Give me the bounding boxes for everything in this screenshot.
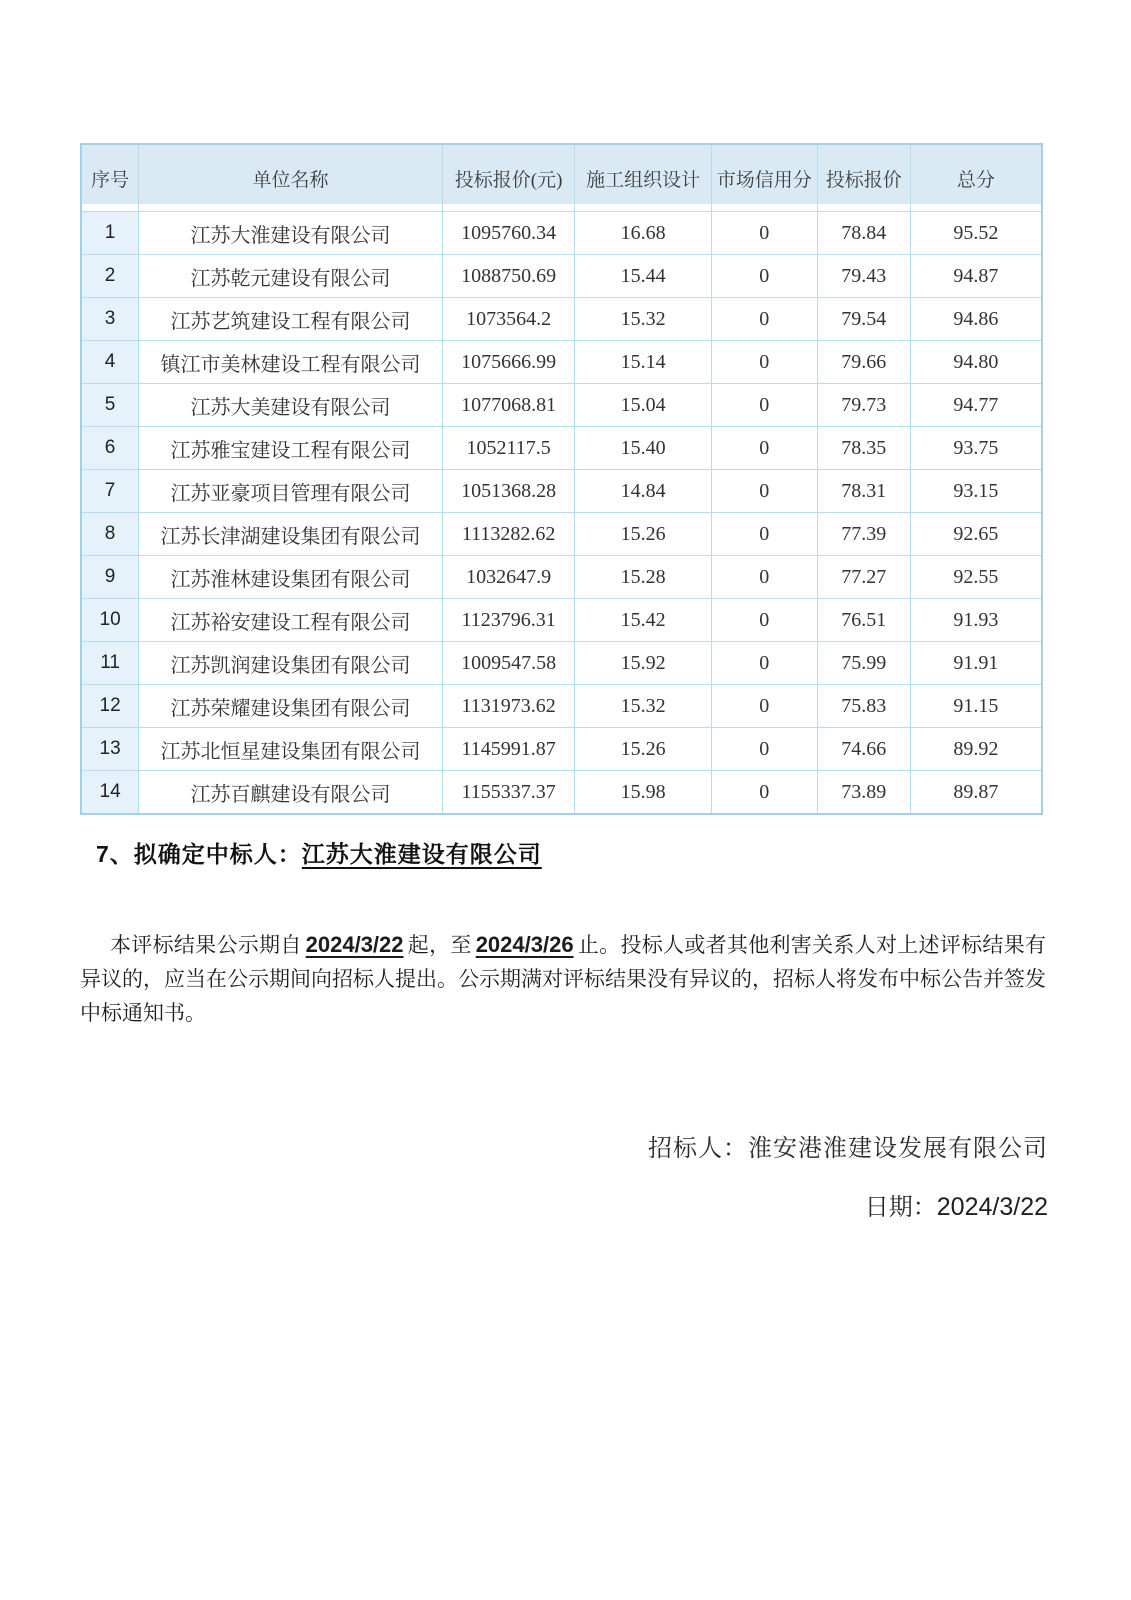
price_score-cell: 79.73: [817, 384, 910, 427]
construction_design-cell: 15.40: [575, 427, 711, 470]
total_score-cell: 94.80: [910, 341, 1042, 384]
company-cell: 江苏荣耀建设集团有限公司: [139, 685, 443, 728]
market_credit-cell: 0: [711, 427, 817, 470]
construction_design-cell: 16.68: [575, 212, 711, 255]
construction_design-header: 施工组织设计: [575, 144, 711, 212]
company-cell: 江苏长津湖建设集团有限公司: [139, 513, 443, 556]
company-cell: 江苏北恒星建设集团有限公司: [139, 728, 443, 771]
company-cell: 江苏大淮建设有限公司: [139, 212, 443, 255]
bid_price-cell: 1123796.31: [442, 599, 575, 642]
bid_price-cell: 1095760.34: [442, 212, 575, 255]
price_score-header: 投标报价: [817, 144, 910, 212]
table-row: [81, 341, 1042, 384]
construction_design-cell: 15.32: [575, 298, 711, 341]
bid_price-cell: 1009547.58: [442, 642, 575, 685]
market_credit-cell: 0: [711, 384, 817, 427]
construction_design-cell: 15.42: [575, 599, 711, 642]
price_score-cell: 79.54: [817, 298, 910, 341]
company-cell: 江苏淮林建设集团有限公司: [139, 556, 443, 599]
construction_design-cell: 15.98: [575, 771, 711, 815]
table-row: [81, 556, 1042, 599]
total_score-header: 总分: [910, 144, 1042, 212]
price_score-cell: 79.66: [817, 341, 910, 384]
bid_price-cell: 1131973.62: [442, 685, 575, 728]
table-row: [81, 298, 1042, 341]
market_credit-cell: 0: [711, 642, 817, 685]
table-row: [81, 513, 1042, 556]
market_credit-cell: 0: [711, 685, 817, 728]
total_score-cell: 92.65: [910, 513, 1042, 556]
total_score-cell: 94.87: [910, 255, 1042, 298]
table-row: [81, 685, 1042, 728]
market_credit-cell: 0: [711, 341, 817, 384]
total_score-cell: 95.52: [910, 212, 1042, 255]
market_credit-cell: 0: [711, 599, 817, 642]
bid_price-cell: 1088750.69: [442, 255, 575, 298]
price_score-cell: 77.27: [817, 556, 910, 599]
total_score-cell: 93.15: [910, 470, 1042, 513]
notice-part2: 起，至: [407, 934, 472, 957]
price_score-cell: 79.43: [817, 255, 910, 298]
total_score-cell: 94.86: [910, 298, 1042, 341]
company-cell: 镇江市美林建设工程有限公司: [139, 341, 443, 384]
bidder-line: [648, 1128, 1048, 1163]
rank-cell: 12: [81, 685, 139, 728]
table-row: [81, 255, 1042, 298]
rank-cell: 11: [81, 642, 139, 685]
total_score-cell: 91.93: [910, 599, 1042, 642]
bid_price-cell: 1145991.87: [442, 728, 575, 771]
results-table: [80, 143, 1043, 815]
notice-part3: 止。投标人或者其他利害关系人对上述评标结果有异议的，应当在公示期间向招标人提出。公示期满对评标结果没有异议的，招标人将发布中标公告并签发中标通知书。: [80, 934, 1047, 1025]
rank-cell: 13: [81, 728, 139, 771]
table-row: [81, 771, 1042, 815]
company-cell: 江苏乾元建设有限公司: [139, 255, 443, 298]
rank-cell: 4: [81, 341, 139, 384]
company-header: 单位名称: [139, 144, 443, 212]
winner-label: 7、拟确定中标人：: [96, 841, 302, 867]
header-row: [81, 144, 1042, 212]
date-line: [648, 1187, 1048, 1222]
company-cell: 江苏大美建设有限公司: [139, 384, 443, 427]
table-row: [81, 728, 1042, 771]
company-cell: 江苏亚豪项目管理有限公司: [139, 470, 443, 513]
company-cell: 江苏艺筑建设工程有限公司: [139, 298, 443, 341]
construction_design-cell: 15.44: [575, 255, 711, 298]
results-table-body: [81, 212, 1042, 815]
publicity-start-date: 2024/3/22: [305, 932, 404, 957]
price_score-cell: 78.31: [817, 470, 910, 513]
market_credit-cell: 0: [711, 771, 817, 815]
date-value: 2024/3/22: [936, 1193, 1048, 1221]
bid_price-cell: 1032647.9: [442, 556, 575, 599]
rank-cell: 9: [81, 556, 139, 599]
price_score-cell: 77.39: [817, 513, 910, 556]
market_credit-cell: 0: [711, 470, 817, 513]
construction_design-cell: 15.32: [575, 685, 711, 728]
construction_design-cell: 15.14: [575, 341, 711, 384]
company-cell: 江苏百麒建设有限公司: [139, 771, 443, 815]
rank-cell: 2: [81, 255, 139, 298]
table-row: [81, 642, 1042, 685]
total_score-cell: 89.87: [910, 771, 1042, 815]
construction_design-cell: 15.28: [575, 556, 711, 599]
market_credit-header: 市场信用分: [711, 144, 817, 212]
construction_design-cell: 15.04: [575, 384, 711, 427]
market_credit-cell: 0: [711, 556, 817, 599]
rank-cell: 8: [81, 513, 139, 556]
company-cell: 江苏凯润建设集团有限公司: [139, 642, 443, 685]
bid_price-cell: 1052117.5: [442, 427, 575, 470]
rank-cell: 14: [81, 771, 139, 815]
rank-cell: 10: [81, 599, 139, 642]
rank-cell: 6: [81, 427, 139, 470]
price_score-cell: 76.51: [817, 599, 910, 642]
rank-cell: 7: [81, 470, 139, 513]
rank-cell: 5: [81, 384, 139, 427]
total_score-cell: 94.77: [910, 384, 1042, 427]
total_score-cell: 91.91: [910, 642, 1042, 685]
bid_price-header: 投标报价(元): [442, 144, 575, 212]
company-cell: 江苏裕安建设工程有限公司: [139, 599, 443, 642]
market_credit-cell: 0: [711, 212, 817, 255]
total_score-cell: 92.55: [910, 556, 1042, 599]
price_score-cell: 75.83: [817, 685, 910, 728]
rank-cell: 3: [81, 298, 139, 341]
notice-paragraph: [80, 928, 1046, 1031]
notice-part1: 本评标结果公示期自: [110, 934, 302, 957]
market_credit-cell: 0: [711, 513, 817, 556]
bid_price-cell: 1051368.28: [442, 470, 575, 513]
publicity-end-date: 2024/3/26: [475, 932, 574, 957]
document-content: [80, 143, 1046, 1031]
winner-name: 江苏大淮建设有限公司: [301, 841, 542, 867]
rank-cell: 1: [81, 212, 139, 255]
document-footer: [648, 1128, 1048, 1222]
bid_price-cell: 1077068.81: [442, 384, 575, 427]
total_score-cell: 91.15: [910, 685, 1042, 728]
price_score-cell: 78.84: [817, 212, 910, 255]
price_score-cell: 78.35: [817, 427, 910, 470]
rank-header: 序号: [81, 144, 139, 212]
bidder-label: 招标人：: [648, 1136, 748, 1162]
table-row: [81, 212, 1042, 255]
construction_design-cell: 15.92: [575, 642, 711, 685]
table-row: [81, 427, 1042, 470]
total_score-cell: 93.75: [910, 427, 1042, 470]
bid_price-cell: 1155337.37: [442, 771, 575, 815]
price_score-cell: 73.89: [817, 771, 910, 815]
market_credit-cell: 0: [711, 255, 817, 298]
results-table-header: [81, 144, 1042, 212]
market_credit-cell: 0: [711, 298, 817, 341]
construction_design-cell: 15.26: [575, 728, 711, 771]
bid_price-cell: 1113282.62: [442, 513, 575, 556]
company-cell: 江苏雅宝建设工程有限公司: [139, 427, 443, 470]
bid_price-cell: 1075666.99: [442, 341, 575, 384]
market_credit-cell: 0: [711, 728, 817, 771]
winner-line: [96, 836, 1046, 869]
table-row: [81, 599, 1042, 642]
price_score-cell: 74.66: [817, 728, 910, 771]
bid_price-cell: 1073564.2: [442, 298, 575, 341]
date-label: 日期：: [864, 1195, 937, 1221]
total_score-cell: 89.92: [910, 728, 1042, 771]
bidder-name: 淮安港淮建设发展有限公司: [748, 1136, 1048, 1162]
construction_design-cell: 15.26: [575, 513, 711, 556]
table-row: [81, 384, 1042, 427]
price_score-cell: 75.99: [817, 642, 910, 685]
table-row: [81, 470, 1042, 513]
construction_design-cell: 14.84: [575, 470, 711, 513]
